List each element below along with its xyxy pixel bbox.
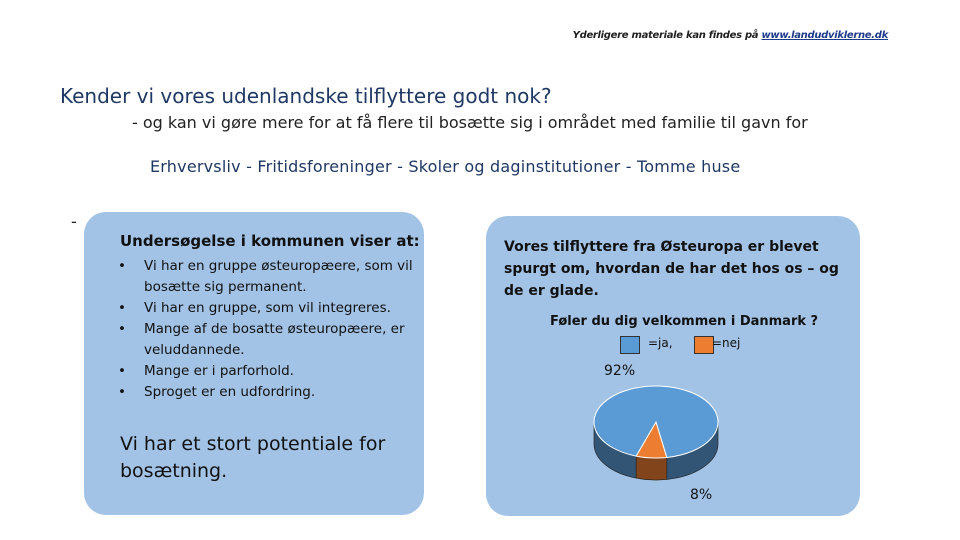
pie-chart <box>586 378 726 488</box>
findings-conclusion: Vi har et stort potentiale for bosætning. <box>120 433 386 482</box>
pie-side-nej <box>636 456 667 480</box>
chart-question: Føler du dig velkommen i Danmark ? <box>550 314 819 329</box>
list-item: • Vi har en gruppe, som vil integreres. <box>114 298 419 319</box>
list-item: • Mange af de bosatte østeuropæere, er veluddannede. <box>114 319 419 361</box>
data-label-nej: 8% <box>690 487 713 503</box>
categories-line: Erhvervsliv - Fritidsforeninger - Skoler og daginstitutioner - Tomme huse <box>150 157 741 176</box>
survey-heading: Vores tilflyttere fra Østeuropa er blevet spurgt om, hvordan de har det hos os – og de er glade. <box>504 239 839 299</box>
survey-findings-card <box>84 212 424 515</box>
legend-label-nej: =nej <box>712 336 741 350</box>
list-item: • Sproget er en udfordring. <box>114 382 419 403</box>
list-item: • Vi har en gruppe østeuropæere, som vil bosætte sig permanent. <box>114 256 419 298</box>
findings-heading: Undersøgelse i kommunen viser at: <box>120 232 420 250</box>
website-link[interactable]: www.landudviklerne.dk <box>761 30 888 41</box>
findings-list <box>114 256 419 403</box>
welcome-survey-card <box>486 216 860 516</box>
legend-label-ja: =ja, <box>648 336 673 350</box>
legend-swatch-ja <box>620 336 640 354</box>
stray-dash: - <box>71 212 77 231</box>
slide-title: Kender vi vores udenlandske tilflyttere godt nok? <box>60 84 552 108</box>
data-label-ja: 92% <box>604 363 636 379</box>
materials-note-text: Yderligere materiale kan findes på <box>572 30 762 41</box>
slide-subtitle: - og kan vi gøre mere for at få flere til bosætte sig i området med familie til gavn for <box>132 113 808 132</box>
legend-swatch-nej <box>694 336 714 354</box>
materials-note <box>0 30 888 41</box>
list-item: • Mange er i parforhold. <box>114 361 419 382</box>
